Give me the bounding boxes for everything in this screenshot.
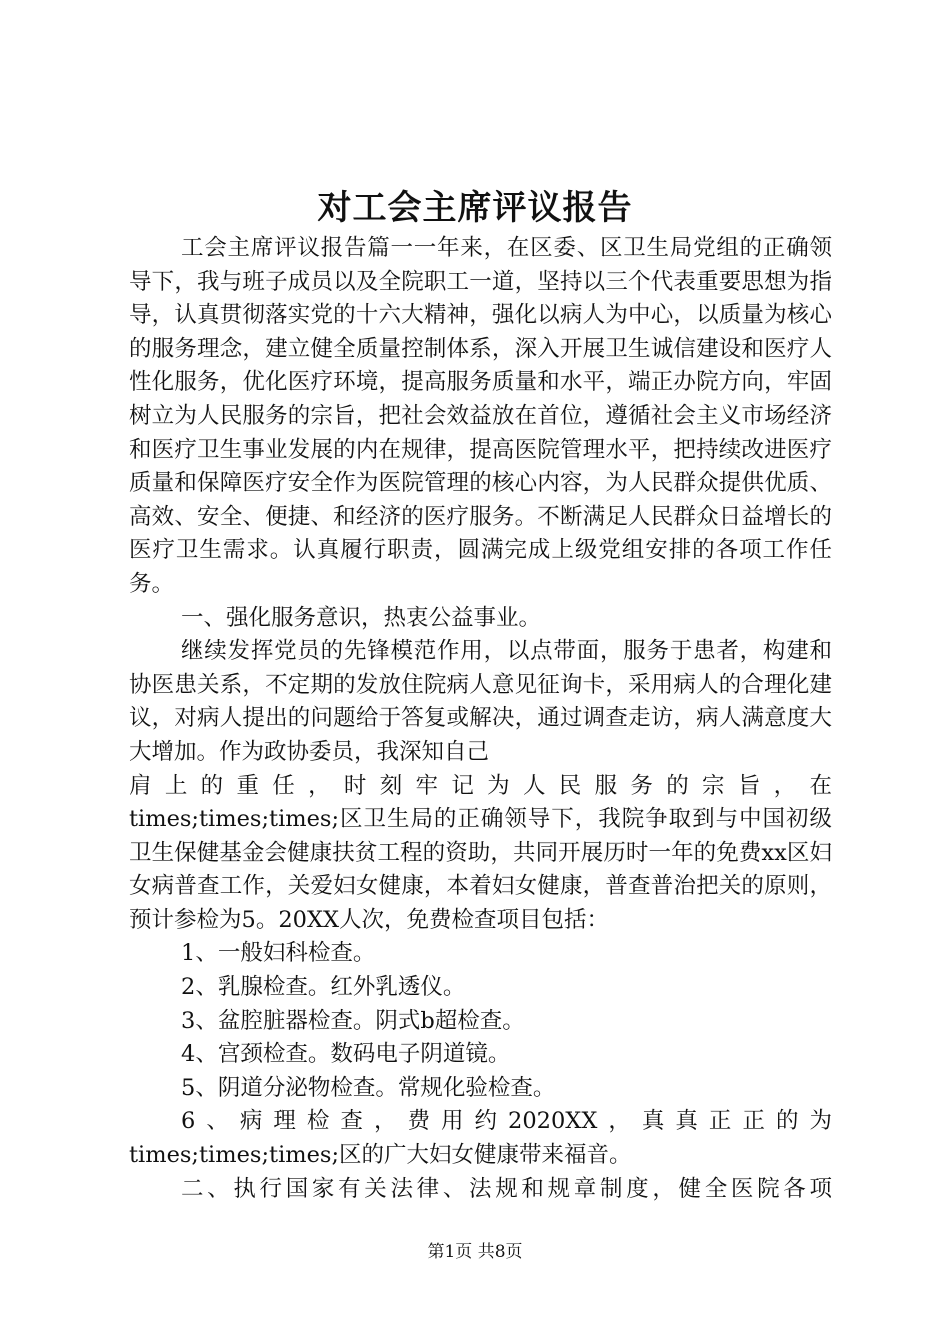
list-item-4: 4、宫颈检查。数码电子阴道镜。 [181, 1041, 511, 1068]
list-item-2: 2、乳腺检查。红外乳透仪。 [181, 974, 466, 1001]
list-item-1: 1、一般妇科检查。 [181, 940, 376, 967]
section-heading-1: 一、强化服务意识，热衷公益事业。 [181, 604, 542, 631]
list-item-6-cont: times;times;times;区的广大妇女健康带来福音。 [129, 1142, 632, 1169]
paragraph-service-cont: times;times;times;区卫生局的正确领导下，我院争取到与中国初级卫生保健基金会健康扶贫工程的资助，共同开展历时一年的免费xx区妇女病普查工作，关爱妇女健康，本着妇女健康，普查普治把关的原则，预计参检为5。20XX人次，免费检查项目包括： [129, 806, 832, 933]
section-heading-2: 二、执行国家有关法律、法规和规章制度，健全医院各项 [181, 1175, 832, 1202]
document-title: 对工会主席评议报告 [317, 188, 633, 228]
list-item-3: 3、盆腔脏器检查。阴式b超检查。 [181, 1007, 525, 1034]
document-body [129, 232, 832, 1206]
paragraph-service: 继续发挥党员的先锋模范作用，以点带面，服务于患者，构建和协医患关系，不定期的发放住院病人意见征询卡，采用病人的合理化建议，对病人提出的问题给于答复或解决，通过调查走访，病人满意度大大增加。作为政协委员，我深知自己 [129, 638, 832, 765]
page-footer: 第1页 共8页 [427, 1242, 523, 1262]
paragraph-intro: 工会主席评议报告篇一一年来，在区委、区卫生局党组的正确领导下，我与班子成员以及全院职工一道，坚持以三个代表重要思想为指导，认真贯彻落实党的十六大精神，强化以病人为中心，以质量为核心的服务理念，建立健全质量控制体系，深入开展卫生诚信建设和医疗人性化服务，优化医疗环境，提高服务质量和水平，端正办院方向，牢固树立为人民服务的宗旨，把社会效益放在首位，遵循社会主义市场经济和医疗卫生事业发展的内在规律，提高医院管理水平，把持续改进医疗质量和保障医疗安全作为医院管理的核心内容，为人民群众提供优质、高效、安全、便捷、和经济的医疗服务。不断满足人民群众日益增长的医疗卫生需求。认真履行职责，圆满完成上级党组安排的各项工作任务。 [129, 235, 832, 597]
list-item-6: 6、病理检查，费用约2020XX，真真正正的为 [181, 1108, 832, 1135]
list-item-5: 5、阴道分泌物检查。常规化验检查。 [181, 1074, 556, 1101]
paragraph-service-line: 肩上的重任，时刻牢记为人民服务的宗旨，在 [129, 772, 832, 799]
